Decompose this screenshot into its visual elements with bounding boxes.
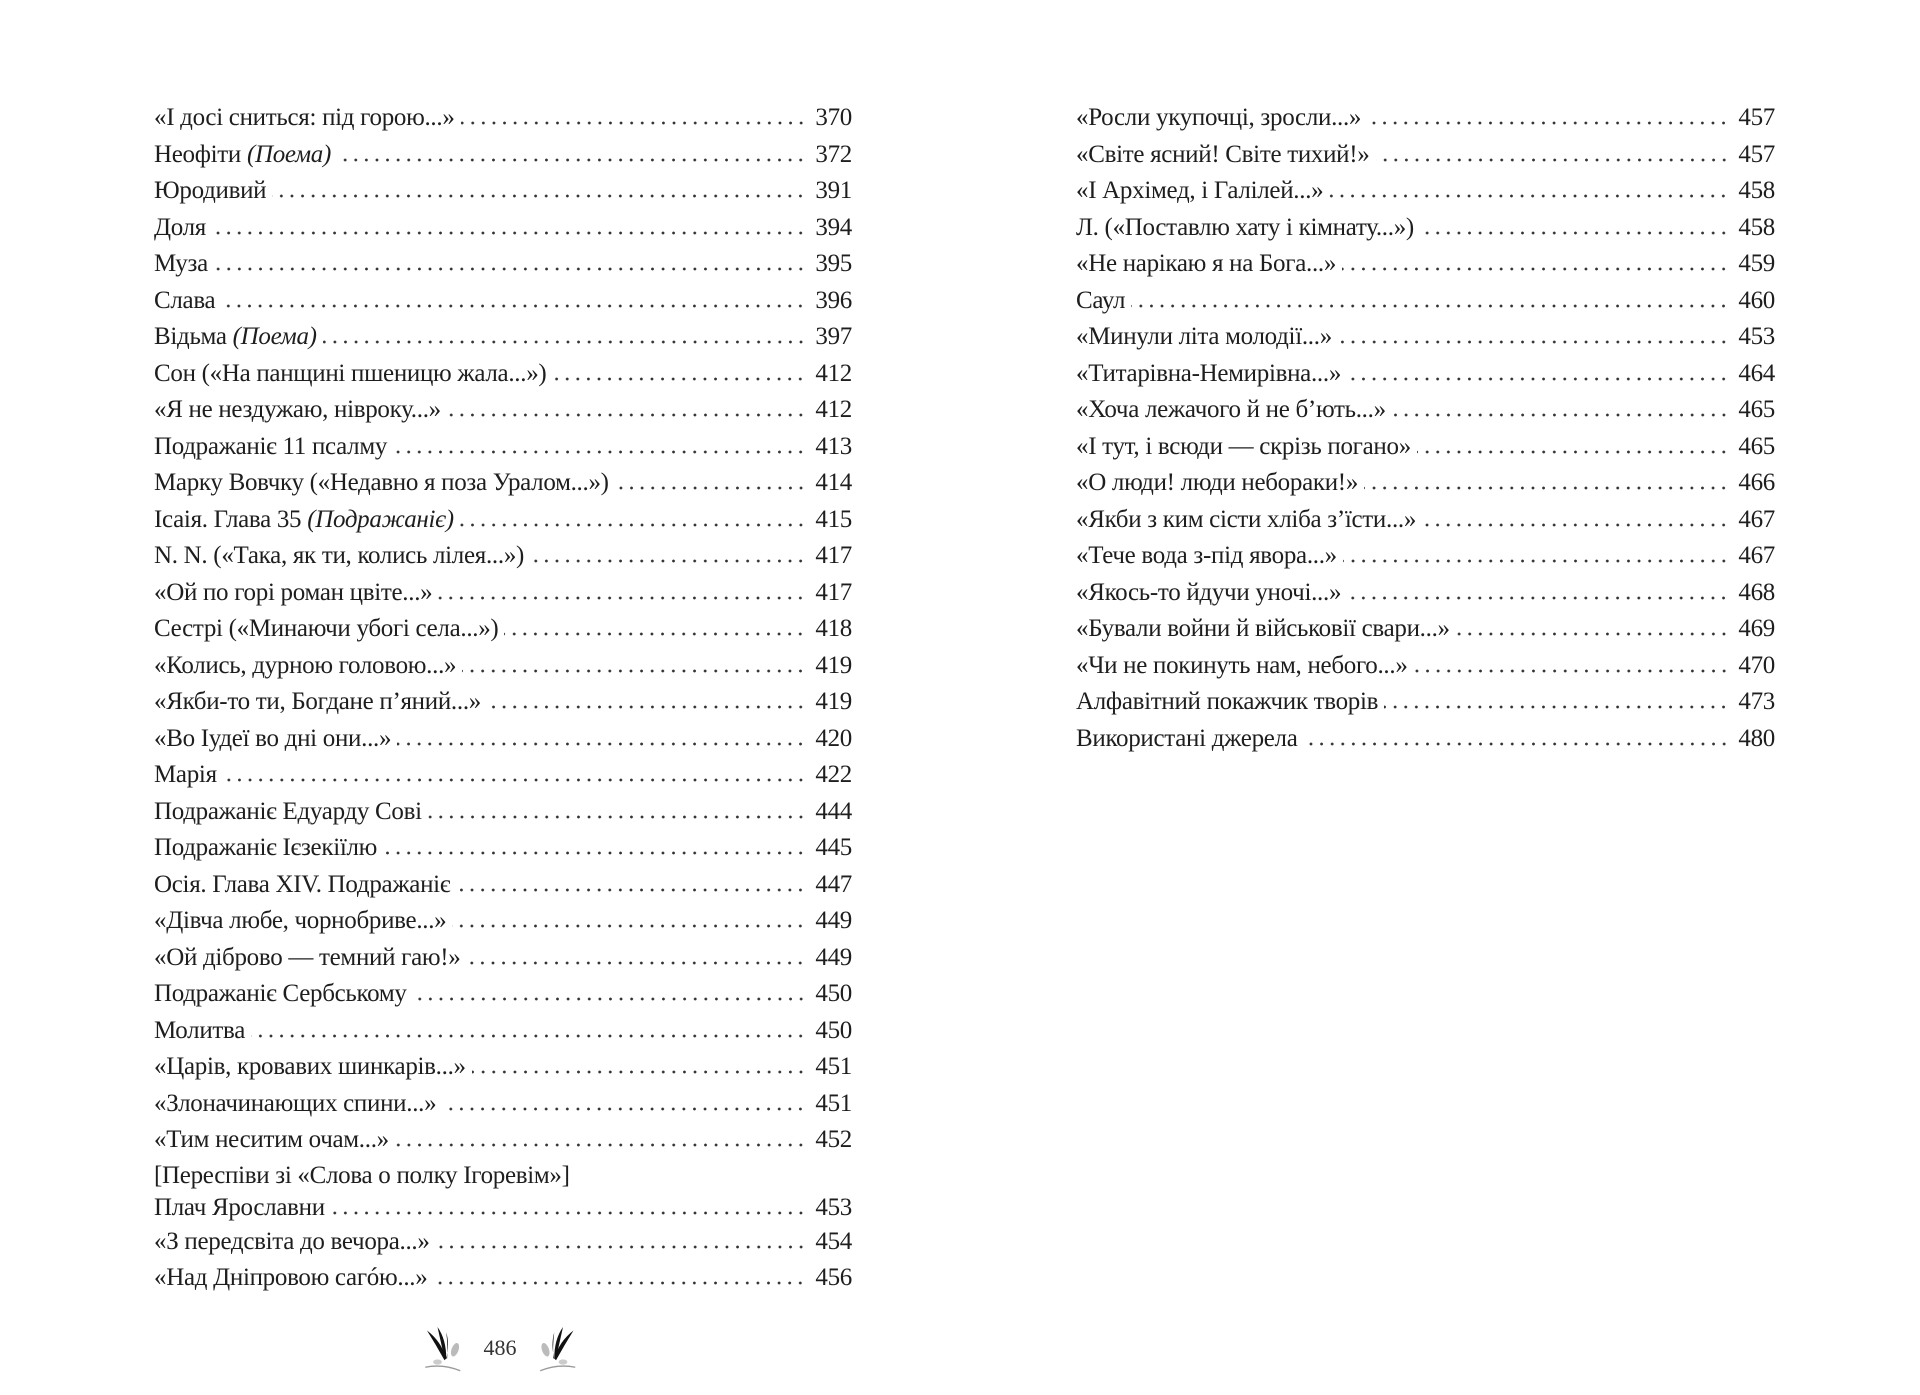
- toc-entry-title-text: Сон («На панщині пшеницю жала...»): [154, 359, 547, 387]
- toc-entry-title: [154, 210, 206, 247]
- toc-entry-title-text: «Тече вода з-під явора...»: [1076, 542, 1337, 569]
- dot-leader: [1329, 194, 1729, 198]
- dot-leader: [212, 231, 806, 235]
- toc-entry: [154, 173, 852, 210]
- toc-entry-page: 464: [1738, 359, 1775, 387]
- floral-ornament-right-icon: [535, 1320, 581, 1376]
- toc-entry-title: [154, 757, 217, 794]
- toc-entry-page: 372: [815, 140, 852, 168]
- toc-entry-title: [154, 1049, 466, 1086]
- toc-entry-title-text: «З передсвіта до вечора...»: [154, 1227, 430, 1255]
- toc-entry-page: 397: [815, 323, 852, 350]
- toc-entry: [154, 940, 852, 977]
- toc-entry-title-text: «Титарівна-Немирівна...»: [1076, 359, 1342, 387]
- toc-entry-title: [1076, 173, 1323, 210]
- toc-entry-title-text: «Світе ясний! Світе тихий!»: [1076, 140, 1370, 168]
- toc-entry-title-text: «Хоча лежачого й не б’ють...»: [1076, 396, 1386, 423]
- toc-entry-title: [154, 356, 546, 393]
- toc-entry-page: 465: [1738, 396, 1775, 423]
- toc-entry: [154, 429, 852, 466]
- toc-entry-title: [154, 575, 432, 612]
- dot-leader: [397, 742, 806, 746]
- toc-entry-title-text: «Якби з ким сісти хліба з’їсти...»: [1076, 505, 1417, 533]
- dot-leader: [1342, 267, 1729, 271]
- toc-entry-page: 467: [1738, 505, 1775, 533]
- dot-leader: [251, 1034, 806, 1038]
- toc-entry-title-text: «Не нарікаю я на Бога...»: [1076, 250, 1337, 277]
- dot-leader: [1392, 413, 1729, 417]
- dot-leader: [393, 450, 806, 454]
- toc-entry-title-text: Подражаніє Ієзекіїлю: [154, 834, 378, 861]
- toc-entry: [154, 867, 852, 904]
- toc-entry-title: [154, 538, 524, 575]
- toc-entry: [1076, 502, 1775, 539]
- toc-entry-title: [1076, 538, 1337, 575]
- toc-entry-title-text: Муза: [154, 250, 208, 277]
- toc-entry-title-text: N. N. («Така, як ти, колись лілея...»): [154, 542, 525, 569]
- dot-leader: [442, 1107, 806, 1111]
- toc-entry-page: 452: [815, 1126, 852, 1153]
- toc-entry-title-italic: (Подражаніє): [307, 505, 454, 533]
- toc-entry-title: [154, 830, 377, 867]
- toc-entry-title-text: [Переспіви зі «Слова о полку Ігоревім»]: [154, 1161, 570, 1189]
- toc-entry-page: 453: [1738, 323, 1775, 350]
- toc-entry-title: [154, 1086, 436, 1123]
- toc-entry-title-text: Плач Ярославни: [154, 1193, 325, 1221]
- toc-entry: [1076, 465, 1775, 502]
- dot-leader: [530, 559, 806, 563]
- toc-entry-page: 422: [815, 761, 852, 788]
- toc-entry-title-text: Марку Вовчку («Недавно я поза Уралом...»): [154, 469, 609, 496]
- toc-entry: [154, 1224, 852, 1261]
- toc-entry-title-text: Л. («Поставлю хату і кімнату...»): [1076, 213, 1414, 241]
- toc-entry-title: [154, 137, 331, 174]
- toc-entry-title: [154, 867, 450, 904]
- toc-entry: [154, 538, 852, 575]
- toc-entry-title-text: «І досі сниться: під горою...»: [154, 104, 455, 131]
- toc-entry-page: 480: [1738, 724, 1775, 752]
- toc-entry-title: [1076, 210, 1414, 247]
- toc-entry: [154, 1191, 852, 1224]
- toc-entry: [154, 794, 852, 831]
- toc-entry-title: [154, 1013, 245, 1050]
- toc-entry-title: [154, 1159, 570, 1193]
- dot-leader: [460, 523, 806, 527]
- toc-entry-page: 391: [815, 177, 852, 204]
- toc-right-column: [1076, 100, 1775, 757]
- toc-entry-title-text: «Колись, дурною головою...»: [154, 651, 457, 679]
- toc-entry: [154, 210, 852, 247]
- toc-entry: [154, 575, 852, 612]
- toc-entry-title-italic: (Поема): [246, 140, 331, 168]
- dot-leader: [487, 705, 806, 709]
- toc-entry-page: 468: [1738, 578, 1775, 606]
- toc-entry-title-text: Ісаія. Глава 35: [154, 505, 308, 533]
- toc-entry-page: 451: [815, 1089, 852, 1117]
- toc-entry: [1076, 173, 1775, 210]
- toc-entry-title-text: Осія. Глава XIV. Подражаніє: [154, 870, 451, 898]
- toc-entry-page: 450: [815, 1016, 852, 1044]
- dot-leader: [383, 851, 806, 855]
- toc-entry: [154, 1260, 852, 1297]
- toc-entry: [154, 319, 852, 356]
- toc-entry-page: 450: [815, 980, 852, 1007]
- toc-entry: [154, 648, 852, 685]
- toc-entry-page: 460: [1738, 286, 1775, 314]
- toc-entry: [154, 1049, 852, 1086]
- dot-leader: [395, 1143, 806, 1147]
- toc-entry-title-text: Відьма: [154, 323, 233, 350]
- toc-entry-title-text: Сестрі («Минаючи убогі села...»): [154, 615, 499, 642]
- dot-leader: [331, 1211, 806, 1215]
- toc-entry-title-italic: (Поема): [232, 323, 317, 350]
- toc-entry: [1076, 210, 1775, 247]
- dot-leader: [447, 413, 806, 417]
- toc-entry-page: 473: [1738, 688, 1775, 715]
- toc-entry-title: [154, 940, 460, 977]
- toc-entry-title: [1076, 465, 1358, 502]
- dot-leader: [1347, 596, 1729, 600]
- toc-entry-title: [154, 319, 317, 356]
- dot-leader: [452, 924, 806, 928]
- dot-leader: [462, 669, 806, 673]
- toc-entry-page: 469: [1738, 615, 1775, 642]
- toc-entry: [154, 1013, 852, 1050]
- toc-entry-title-text: Слава: [154, 286, 216, 314]
- dot-leader: [456, 888, 806, 892]
- toc-entry-title: [154, 392, 441, 429]
- toc-entry-title-text: «І тут, і всюди — скрізь погано»: [1076, 432, 1411, 460]
- toc-entry-page: 467: [1738, 542, 1775, 569]
- toc-entry-page: 451: [815, 1053, 852, 1080]
- toc-entry-title-text: «Тим неситим очам...»: [154, 1126, 389, 1153]
- dot-leader: [1420, 231, 1729, 235]
- toc-entry-page: 418: [815, 615, 852, 642]
- toc-entry-title: [154, 903, 446, 940]
- toc-entry: [1076, 137, 1775, 174]
- toc-entry: [1076, 429, 1775, 466]
- toc-entry-title-text: «Дівча любе, чорнобриве...»: [154, 907, 447, 934]
- dot-leader: [337, 158, 806, 162]
- toc-entry-page: 456: [815, 1264, 852, 1291]
- toc-entry-page: 458: [1738, 177, 1775, 204]
- toc-entry-title: [1076, 429, 1411, 466]
- toc-entry-title-text: «Во Іудеї во дні они...»: [154, 724, 392, 752]
- toc-entry: [154, 100, 852, 137]
- toc-entry-title: [154, 976, 407, 1013]
- dot-leader: [504, 632, 806, 636]
- dot-leader: [323, 340, 806, 344]
- toc-entry: [1076, 684, 1775, 721]
- toc-entry-page: 470: [1738, 651, 1775, 679]
- toc-entry-title: [154, 246, 208, 283]
- toc-entry-title: [1076, 721, 1298, 758]
- toc-entry: [1076, 611, 1775, 648]
- dot-leader: [1422, 523, 1729, 527]
- toc-entry-title-text: Використані джерела: [1076, 724, 1298, 752]
- toc-entry: [1076, 246, 1775, 283]
- toc-entry-title-text: Неофіти: [154, 140, 247, 168]
- dot-leader: [552, 377, 806, 381]
- toc-entry: [1076, 283, 1775, 320]
- dot-leader: [1456, 632, 1729, 636]
- toc-entry-page: 466: [1738, 469, 1775, 496]
- toc-entry-page: 420: [815, 724, 852, 752]
- dot-leader: [438, 596, 806, 600]
- toc-entry-title-text: «Якось-то йдучи уночі...»: [1076, 578, 1342, 606]
- floral-ornament-left-icon: [420, 1320, 466, 1376]
- dot-leader: [1343, 559, 1729, 563]
- toc-entry-title: [1076, 356, 1341, 393]
- toc-entry-title: [1076, 648, 1408, 685]
- dot-leader: [1367, 121, 1729, 125]
- dot-leader: [272, 194, 806, 198]
- toc-entry: [1076, 721, 1775, 758]
- toc-entry: [154, 830, 852, 867]
- toc-entry: [154, 976, 852, 1013]
- toc-entry: [1076, 319, 1775, 356]
- toc-entry-title-text: «І Архімед, і Галілей...»: [1076, 177, 1324, 204]
- toc-entry-title-text: Саул: [1076, 286, 1126, 314]
- toc-entry: [1076, 575, 1775, 612]
- toc-entry-title: [1076, 319, 1332, 356]
- toc-entry-title: [154, 794, 422, 831]
- toc-entry: [154, 721, 852, 758]
- toc-entry-page: 394: [815, 213, 852, 241]
- toc-entry-title-text: Марія: [154, 761, 217, 788]
- toc-entry-title-text: «Бували войни й військовії свари...»: [1076, 615, 1450, 642]
- toc-entry: [154, 283, 852, 320]
- toc-entry-page: 447: [815, 870, 852, 898]
- toc-entry-page: 454: [815, 1227, 852, 1255]
- toc-entry-title-text: «О люди! люди небораки!»: [1076, 469, 1359, 496]
- toc-entry: [154, 757, 852, 794]
- toc-entry: [1076, 392, 1775, 429]
- toc-entry-title-text: «Над Дніпровою сагóю...»: [154, 1264, 428, 1291]
- toc-entry-title: [1076, 392, 1386, 429]
- dot-leader: [1384, 705, 1729, 709]
- dot-leader: [1347, 377, 1729, 381]
- toc-entry-title: [154, 502, 454, 539]
- toc-entry-title: [1076, 137, 1370, 174]
- toc-left-column: [154, 100, 852, 1297]
- toc-entry-page: 419: [815, 651, 852, 679]
- dot-leader: [1364, 486, 1729, 490]
- dot-leader: [461, 121, 806, 125]
- toc-entry-page: 396: [815, 286, 852, 314]
- toc-entry-title: [154, 173, 266, 210]
- toc-entry-title-text: Молитва: [154, 1016, 246, 1044]
- toc-entry: [154, 1086, 852, 1123]
- toc-entry-page: 413: [815, 432, 852, 460]
- toc-entry-page: 459: [1738, 250, 1775, 277]
- toc-entry: [1076, 100, 1775, 137]
- toc-entry-title-text: Доля: [154, 213, 206, 241]
- toc-entry-title: [1076, 684, 1378, 721]
- toc-entry-page: 449: [815, 907, 852, 934]
- toc-entry-title: [154, 100, 455, 137]
- toc-entry-page: 415: [815, 505, 852, 533]
- toc-entry: [1076, 648, 1775, 685]
- toc-entry-title-text: Подражаніє Едуарду Сові: [154, 797, 422, 825]
- dot-leader: [433, 1281, 806, 1285]
- toc-entry-page: 417: [815, 578, 852, 606]
- toc-entry-page: 457: [1738, 140, 1775, 168]
- toc-entry-page: 419: [815, 688, 852, 715]
- toc-entry: [154, 465, 852, 502]
- toc-entry: [1076, 356, 1775, 393]
- toc-entry: [154, 246, 852, 283]
- toc-entry-page: 453: [815, 1193, 852, 1221]
- toc-entry-page: 395: [815, 250, 852, 277]
- toc-entry-title-text: «Царів, кровавих шинкарів...»: [154, 1053, 466, 1080]
- toc-entry-title: [1076, 100, 1361, 137]
- toc-entry-page: 414: [815, 469, 852, 496]
- toc-entry-title: [154, 429, 387, 466]
- toc-entry-page: 457: [1738, 104, 1775, 131]
- dot-leader: [1304, 742, 1729, 746]
- toc-entry-page: 465: [1738, 432, 1775, 460]
- dot-leader: [223, 778, 806, 782]
- dot-leader: [466, 961, 806, 965]
- toc-entry: [154, 356, 852, 393]
- toc-entry: [154, 137, 852, 174]
- dot-leader: [1131, 304, 1729, 308]
- toc-entry: [1076, 538, 1775, 575]
- dot-leader: [1338, 340, 1729, 344]
- toc-entry-title-text: Подражаніє Сербському: [154, 980, 407, 1007]
- toc-entry-title: [1076, 575, 1341, 612]
- toc-entry-title-text: «Чи не покинуть нам, небого...»: [1076, 651, 1408, 679]
- toc-entry-page: 449: [815, 943, 852, 971]
- toc-entry: [154, 684, 852, 721]
- toc-entry-page: 444: [815, 797, 852, 825]
- toc-entry-title-text: «Ой по горі роман цвіте...»: [154, 578, 433, 606]
- toc-entry: [154, 502, 852, 539]
- toc-entry: [154, 1122, 852, 1159]
- toc-entry-title: [154, 283, 215, 320]
- dot-leader: [428, 815, 806, 819]
- toc-entry-title: [154, 648, 456, 685]
- dot-leader: [615, 486, 806, 490]
- toc-entry-title: [154, 684, 481, 721]
- page-number: 486: [483, 1335, 517, 1360]
- toc-entry-title: [154, 611, 498, 648]
- toc-entry-title-text: Юродивий: [154, 177, 267, 204]
- dot-leader: [214, 267, 806, 271]
- dot-leader: [436, 1245, 806, 1249]
- toc-entry-title: [1076, 611, 1450, 648]
- toc-entry-title: [154, 1260, 427, 1297]
- toc-entry-title: [1076, 246, 1336, 283]
- toc-entry-title: [154, 1191, 325, 1224]
- dot-leader: [221, 304, 806, 308]
- toc-entry-page: 412: [815, 359, 852, 387]
- dot-leader: [472, 1070, 806, 1074]
- toc-entry-title: [154, 721, 391, 758]
- toc-entry: [154, 392, 852, 429]
- toc-entry-title-text: Подражаніє 11 псалму: [154, 432, 388, 460]
- toc-entry-title-text: «Я не нездужаю, нівроку...»: [154, 396, 441, 423]
- toc-entry-title-text: Алфавітний покажчик творів: [1076, 688, 1379, 715]
- dot-leader: [1376, 158, 1730, 162]
- toc-entry-title: [154, 1122, 389, 1159]
- toc-entry-page: 370: [815, 104, 852, 131]
- toc-entry-title-text: «Злоначинающих спини...»: [154, 1089, 437, 1117]
- toc-entry-page: 458: [1738, 213, 1775, 241]
- toc-entry-title-text: «Минули літа молодії...»: [1076, 323, 1332, 350]
- toc-entry-title: [154, 1224, 430, 1261]
- toc-entry-page: 445: [815, 834, 852, 861]
- page-footer: [420, 1318, 580, 1378]
- toc-section-heading: [154, 1159, 852, 1191]
- toc-entry-title-text: «Якби-то ти, Богдане п’яний...»: [154, 688, 481, 715]
- toc-entry: [154, 611, 852, 648]
- toc-entry-title-text: «Ой діброво — темний гаю!»: [154, 943, 461, 971]
- dot-leader: [1417, 450, 1729, 454]
- toc-entry-title: [154, 465, 609, 502]
- dot-leader: [413, 997, 806, 1001]
- dot-leader: [1414, 669, 1729, 673]
- toc-entry: [154, 903, 852, 940]
- toc-entry-page: 417: [815, 542, 852, 569]
- toc-entry-title-text: «Росли укупочці, зросли...»: [1076, 104, 1362, 131]
- toc-entry-page: 412: [815, 396, 852, 423]
- toc-entry-title: [1076, 283, 1125, 320]
- toc-entry-title: [1076, 502, 1416, 539]
